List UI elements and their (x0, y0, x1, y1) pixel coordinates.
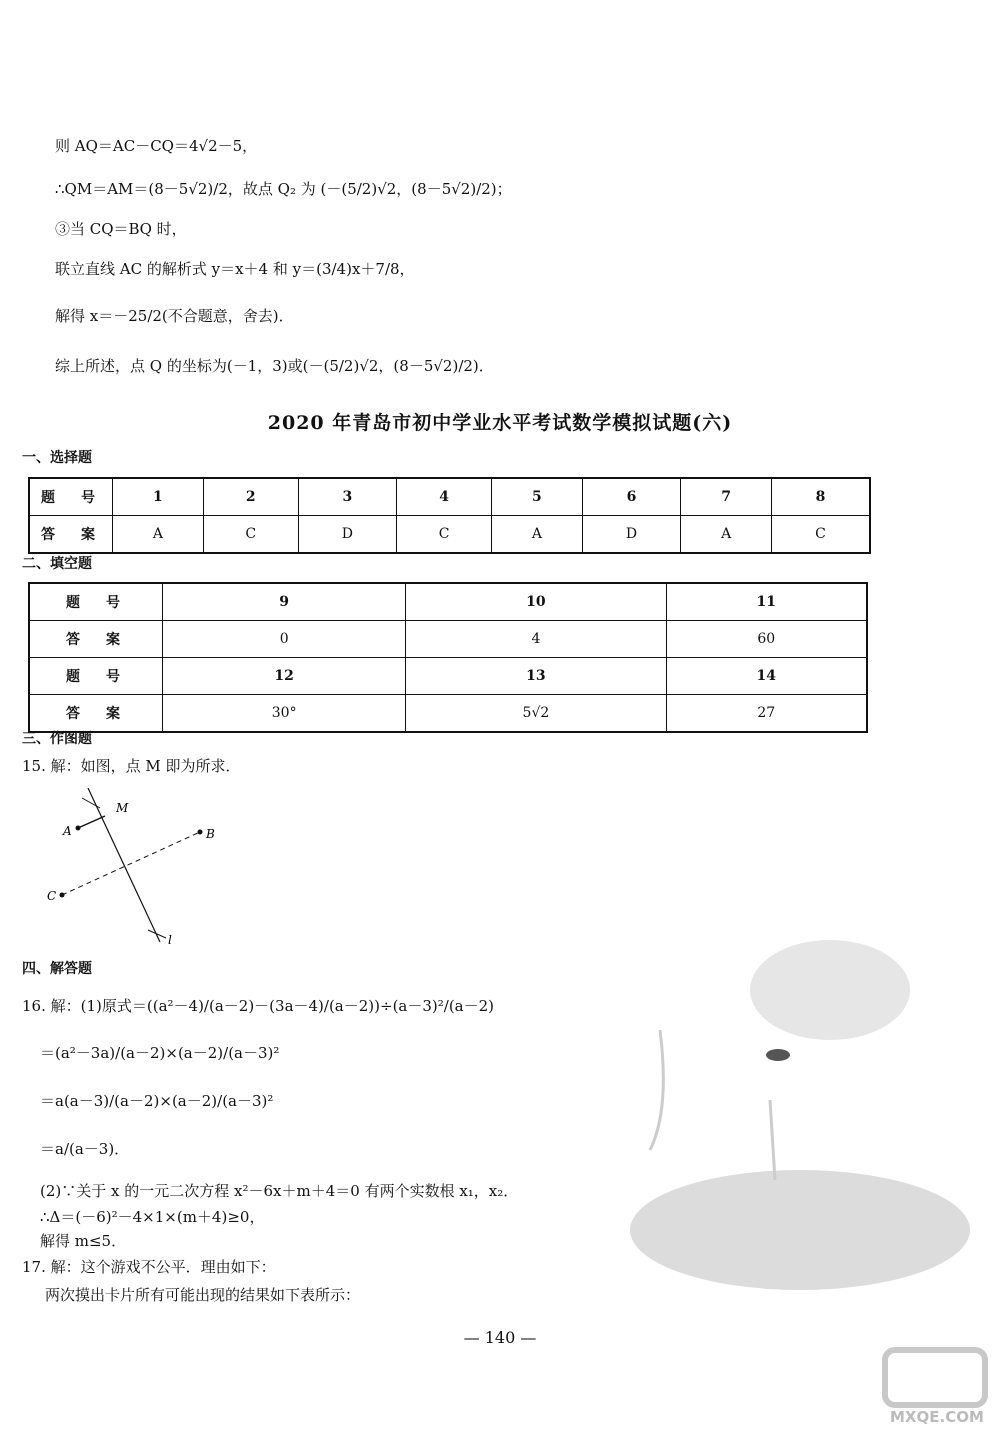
solution-line: 综上所述，点 Q 的坐标为(－1，3)或(－(5/2)√2，(8－5√2)/2)． (55, 357, 494, 375)
question-16-line: (2)∵关于 x 的一元二次方程 x²－6x＋m＋4＝0 有两个实数根 x₁，x₂． (40, 1182, 519, 1200)
illustration-shape (770, 1100, 775, 1180)
segment-bc (62, 832, 200, 895)
point-c (60, 893, 65, 898)
arc-mark (82, 798, 100, 808)
page-title: 2020 年青岛市初中学业水平考试数学模拟试题(六) (267, 412, 733, 434)
table-cell: C (203, 516, 298, 554)
table-cell: 14 (666, 658, 867, 695)
table-cell: 4 (406, 621, 666, 658)
table-cell: 60 (666, 621, 867, 658)
table-cell: 3 (298, 478, 396, 516)
watermark-shape (885, 1350, 985, 1405)
label-b: B (206, 827, 215, 841)
table-cell: 1 (113, 478, 204, 516)
table-cell: 6 (582, 478, 680, 516)
table-cell: D (298, 516, 396, 554)
table-cell: D (582, 516, 680, 554)
section-heading: 一、选择题 (22, 450, 92, 466)
table-head-label: 题 号 (29, 583, 163, 621)
table-cell: 5√2 (406, 695, 666, 733)
question-15: 15. 解：如图，点 M 即为所求． (22, 757, 241, 775)
solution-line: ③当 CQ＝BQ 时， (55, 220, 187, 238)
label-l: l (168, 933, 172, 947)
table-cell: 7 (681, 478, 772, 516)
table-cell: 27 (666, 695, 867, 733)
table-cell: C (772, 516, 870, 554)
solution-line: 则 AQ＝AC－CQ＝4√2－5， (55, 137, 258, 155)
section-heading: 三、作图题 (22, 731, 92, 747)
table-cell: 13 (406, 658, 666, 695)
table-head-label: 题 号 (29, 658, 163, 695)
faded-illustration (600, 930, 980, 1310)
table-cell: 10 (406, 583, 666, 621)
point-a (76, 826, 81, 831)
illustration-shape (750, 940, 910, 1040)
table-cell: 0 (163, 621, 406, 658)
table-cell: 8 (772, 478, 870, 516)
table-cell: 11 (666, 583, 867, 621)
label-c: C (47, 889, 57, 903)
label-a: A (63, 824, 72, 838)
illustration-shape (766, 1049, 790, 1061)
question-17-line: 17. 解：这个游戏不公平．理由如下： (22, 1258, 276, 1276)
choice-answer-table (28, 477, 871, 554)
question-16-line: ＝a(a－3)/(a－2)×(a－2)/(a－3)² (40, 1092, 274, 1110)
table-answer-label: 答 案 (29, 621, 163, 658)
illustration-shape (650, 1030, 663, 1150)
label-m: M (116, 801, 129, 815)
table-cell: A (113, 516, 204, 554)
question-16-line: 16. 解：(1)原式＝((a²－4)/(a－2)－(3a－4)/(a－2))÷(a－3)²/(a－2) (22, 997, 495, 1015)
solution-line: ∴QM＝AM＝(8－5√2)/2，故点 Q₂ 为 (－(5/2)√2，(8－5√2)/2)； (55, 180, 512, 198)
construction-figure (30, 780, 250, 950)
table-cell: 30° (163, 695, 406, 733)
question-16-line: ＝a/(a－3)． (40, 1140, 130, 1158)
point-b (198, 830, 203, 835)
solution-line: 联立直线 AC 的解析式 y＝x＋4 和 y＝(3/4)x＋7/8， (55, 260, 415, 278)
table-cell: C (397, 516, 492, 554)
illustration-shape (630, 1170, 970, 1290)
table-cell: 5 (492, 478, 583, 516)
table-cell: 2 (203, 478, 298, 516)
table-cell: 12 (163, 658, 406, 695)
table-answer-label: 答 案 (29, 695, 163, 733)
table-cell: A (492, 516, 583, 554)
table-head-label: 题 号 (29, 478, 113, 516)
fill-answer-table (28, 582, 868, 733)
question-16-line: ＝(a²－3a)/(a－2)×(a－2)/(a－3)² (40, 1044, 280, 1062)
solution-line: 解得 x＝－25/2(不合题意，舍去)． (55, 307, 294, 325)
table-cell: 9 (163, 583, 406, 621)
section-heading: 四、解答题 (22, 961, 92, 977)
watermark-text: MXQE.COM (890, 1408, 984, 1426)
question-16-line: 解得 m≤5． (40, 1232, 127, 1250)
section-heading: 二、填空题 (22, 556, 92, 572)
segment-am (78, 816, 105, 828)
table-cell: 4 (397, 478, 492, 516)
question-17-line: 两次摸出卡片所有可能出现的结果如下表所示： (45, 1286, 361, 1304)
table-answer-label: 答 案 (29, 516, 113, 554)
question-16-line: ∴Δ＝(－6)²－4×1×(m＋4)≥0， (40, 1208, 265, 1226)
table-cell: A (681, 516, 772, 554)
page-number: — 140 — (463, 1328, 537, 1347)
